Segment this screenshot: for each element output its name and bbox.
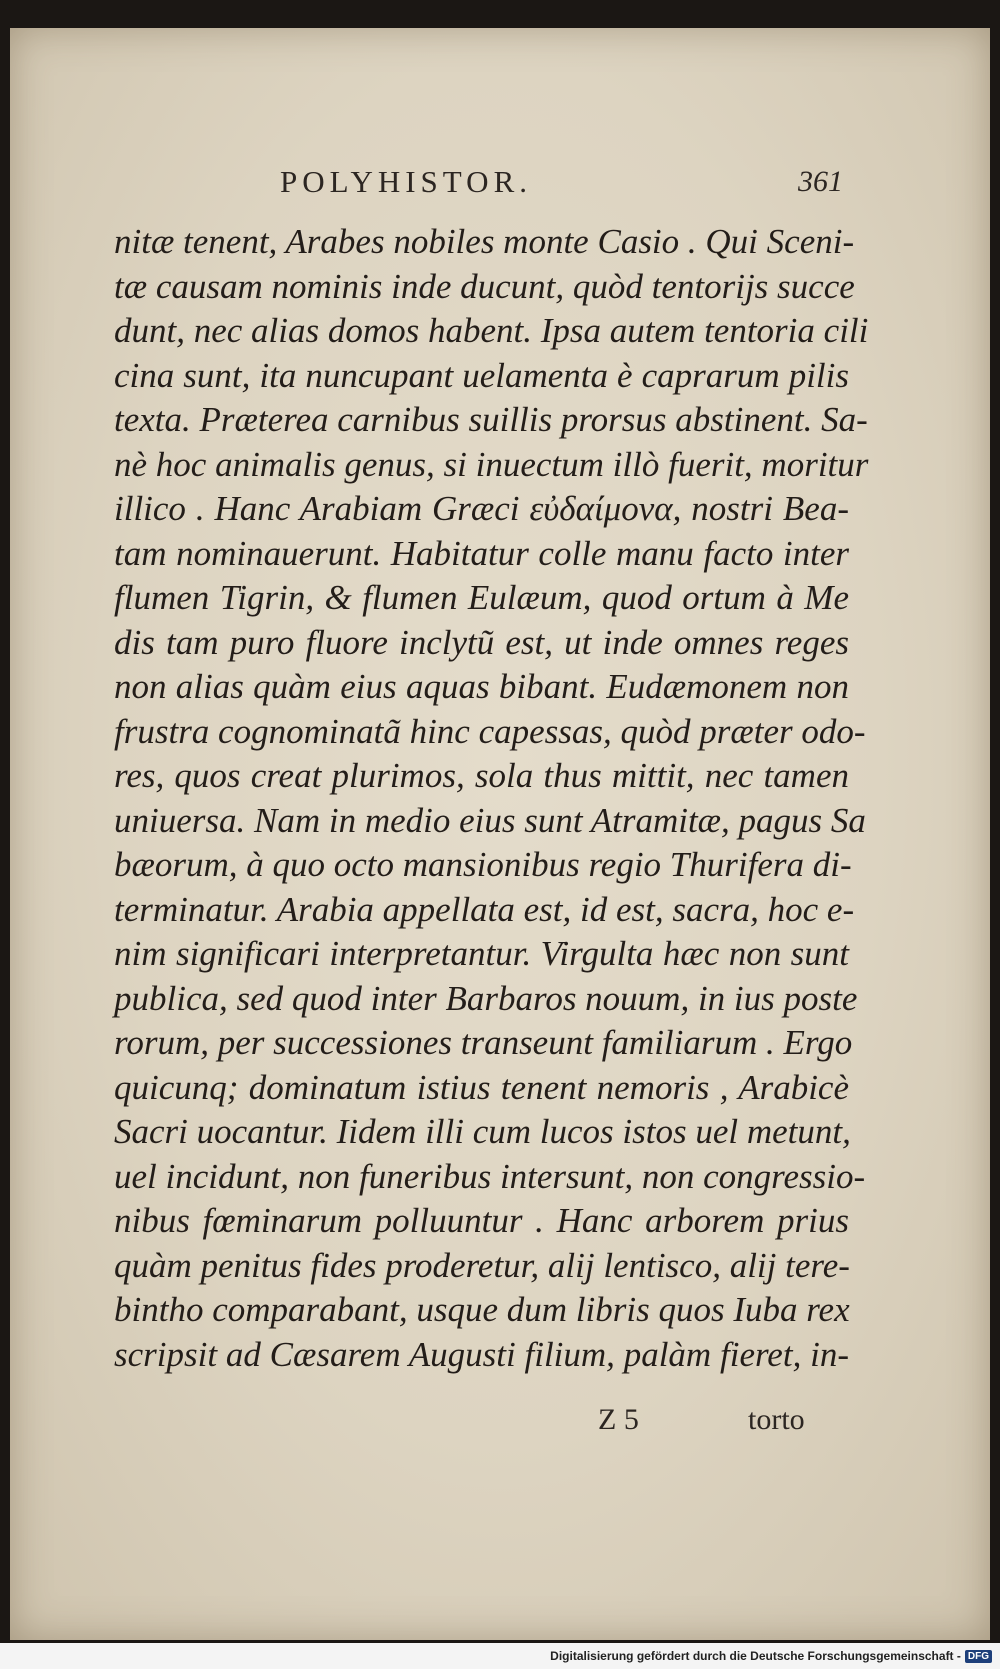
text-line: flumen Tigrin, & flumen Eulæum, quod ortum à Me xyxy=(114,578,849,617)
signature-mark: Z 5 xyxy=(598,1403,639,1436)
dfg-logo-icon: DFG xyxy=(965,1650,992,1663)
text-line: rorum, per successiones transeunt familiarum . Ergo xyxy=(114,1023,853,1062)
text-line: texta. Præterea carnibus suillis prorsus abstinent. Sa- xyxy=(114,400,868,439)
text-line: cina sunt, ita nuncupant uelamenta è caprarum pilis xyxy=(114,355,849,395)
text-line: nitæ tenent, Arabes nobiles monte Casio . Qui Sceni- xyxy=(114,222,855,261)
digitization-footer xyxy=(0,1643,1000,1669)
text-line: illico . Hanc Arabiam Græci εὐδαίμονα, nostri Bea- xyxy=(114,489,849,528)
text-line: terminatur. Arabia appellata est, id est, sacra, hoc e- xyxy=(114,889,855,929)
text-block xyxy=(114,220,869,1377)
catchword: torto xyxy=(748,1403,805,1436)
text-line: publica, sed quod inter Barbaros nouum, in ius poste xyxy=(114,978,858,1018)
text-line: frustra cognominatã hinc capessas, quòd præter odo- xyxy=(114,711,866,751)
text-line: res, quos creat plurimos, sola thus mittit, nec tamen xyxy=(114,756,849,795)
text-line: bæorum, à quo octo mansionibus regio Thurifera di- xyxy=(114,845,852,884)
page-number: 361 xyxy=(798,165,843,198)
text-line: tæ causam nominis inde ducunt, quòd tentorijs succe xyxy=(114,266,855,306)
text-line: nibus fœminarum polluuntur . Hanc arborem prius xyxy=(114,1201,849,1240)
text-line: dunt, nec alias domos habent. Ipsa autem tentoria cili xyxy=(114,311,869,350)
text-line: quàm penitus fides proderetur, alij lentisco, alij tere- xyxy=(114,1245,850,1285)
text-line: scripsit ad Cæsarem Augusti filium, palàm fieret, in- xyxy=(114,1334,849,1374)
footer-credit: Digitalisierung gefördert durch die Deutsche Forschungsgemeinschaft - xyxy=(550,1649,961,1663)
text-line: quicunq; dominatum istius tenent nemoris , Arabicè xyxy=(114,1067,849,1107)
text-line: uel incidunt, non funeribus intersunt, non congressio- xyxy=(114,1156,866,1196)
text-line: tam nominauerunt. Habitatur colle manu facto inter xyxy=(114,533,849,573)
book-page xyxy=(10,28,990,1640)
text-line: Sacri uocantur. Iidem illi cum lucos istos uel metunt, xyxy=(114,1112,851,1151)
text-line: nè hoc animalis genus, si inuectum illò fuerit, moritur xyxy=(114,444,869,484)
text-line: dis tam puro fluore inclytũ est, ut inde omnes reges xyxy=(114,622,849,662)
text-line: uniuersa. Nam in medio eius sunt Atramitæ, pagus Sa xyxy=(114,800,866,840)
text-line: bintho comparabant, usque dum libris quos Iuba rex xyxy=(114,1290,850,1329)
text-line: non alias quàm eius aquas bibant. Eudæmonem non xyxy=(114,667,849,706)
running-head: POLYHISTOR. xyxy=(280,164,532,199)
text-line: nim significari interpretantur. Virgulta hæc non sunt xyxy=(114,934,849,973)
